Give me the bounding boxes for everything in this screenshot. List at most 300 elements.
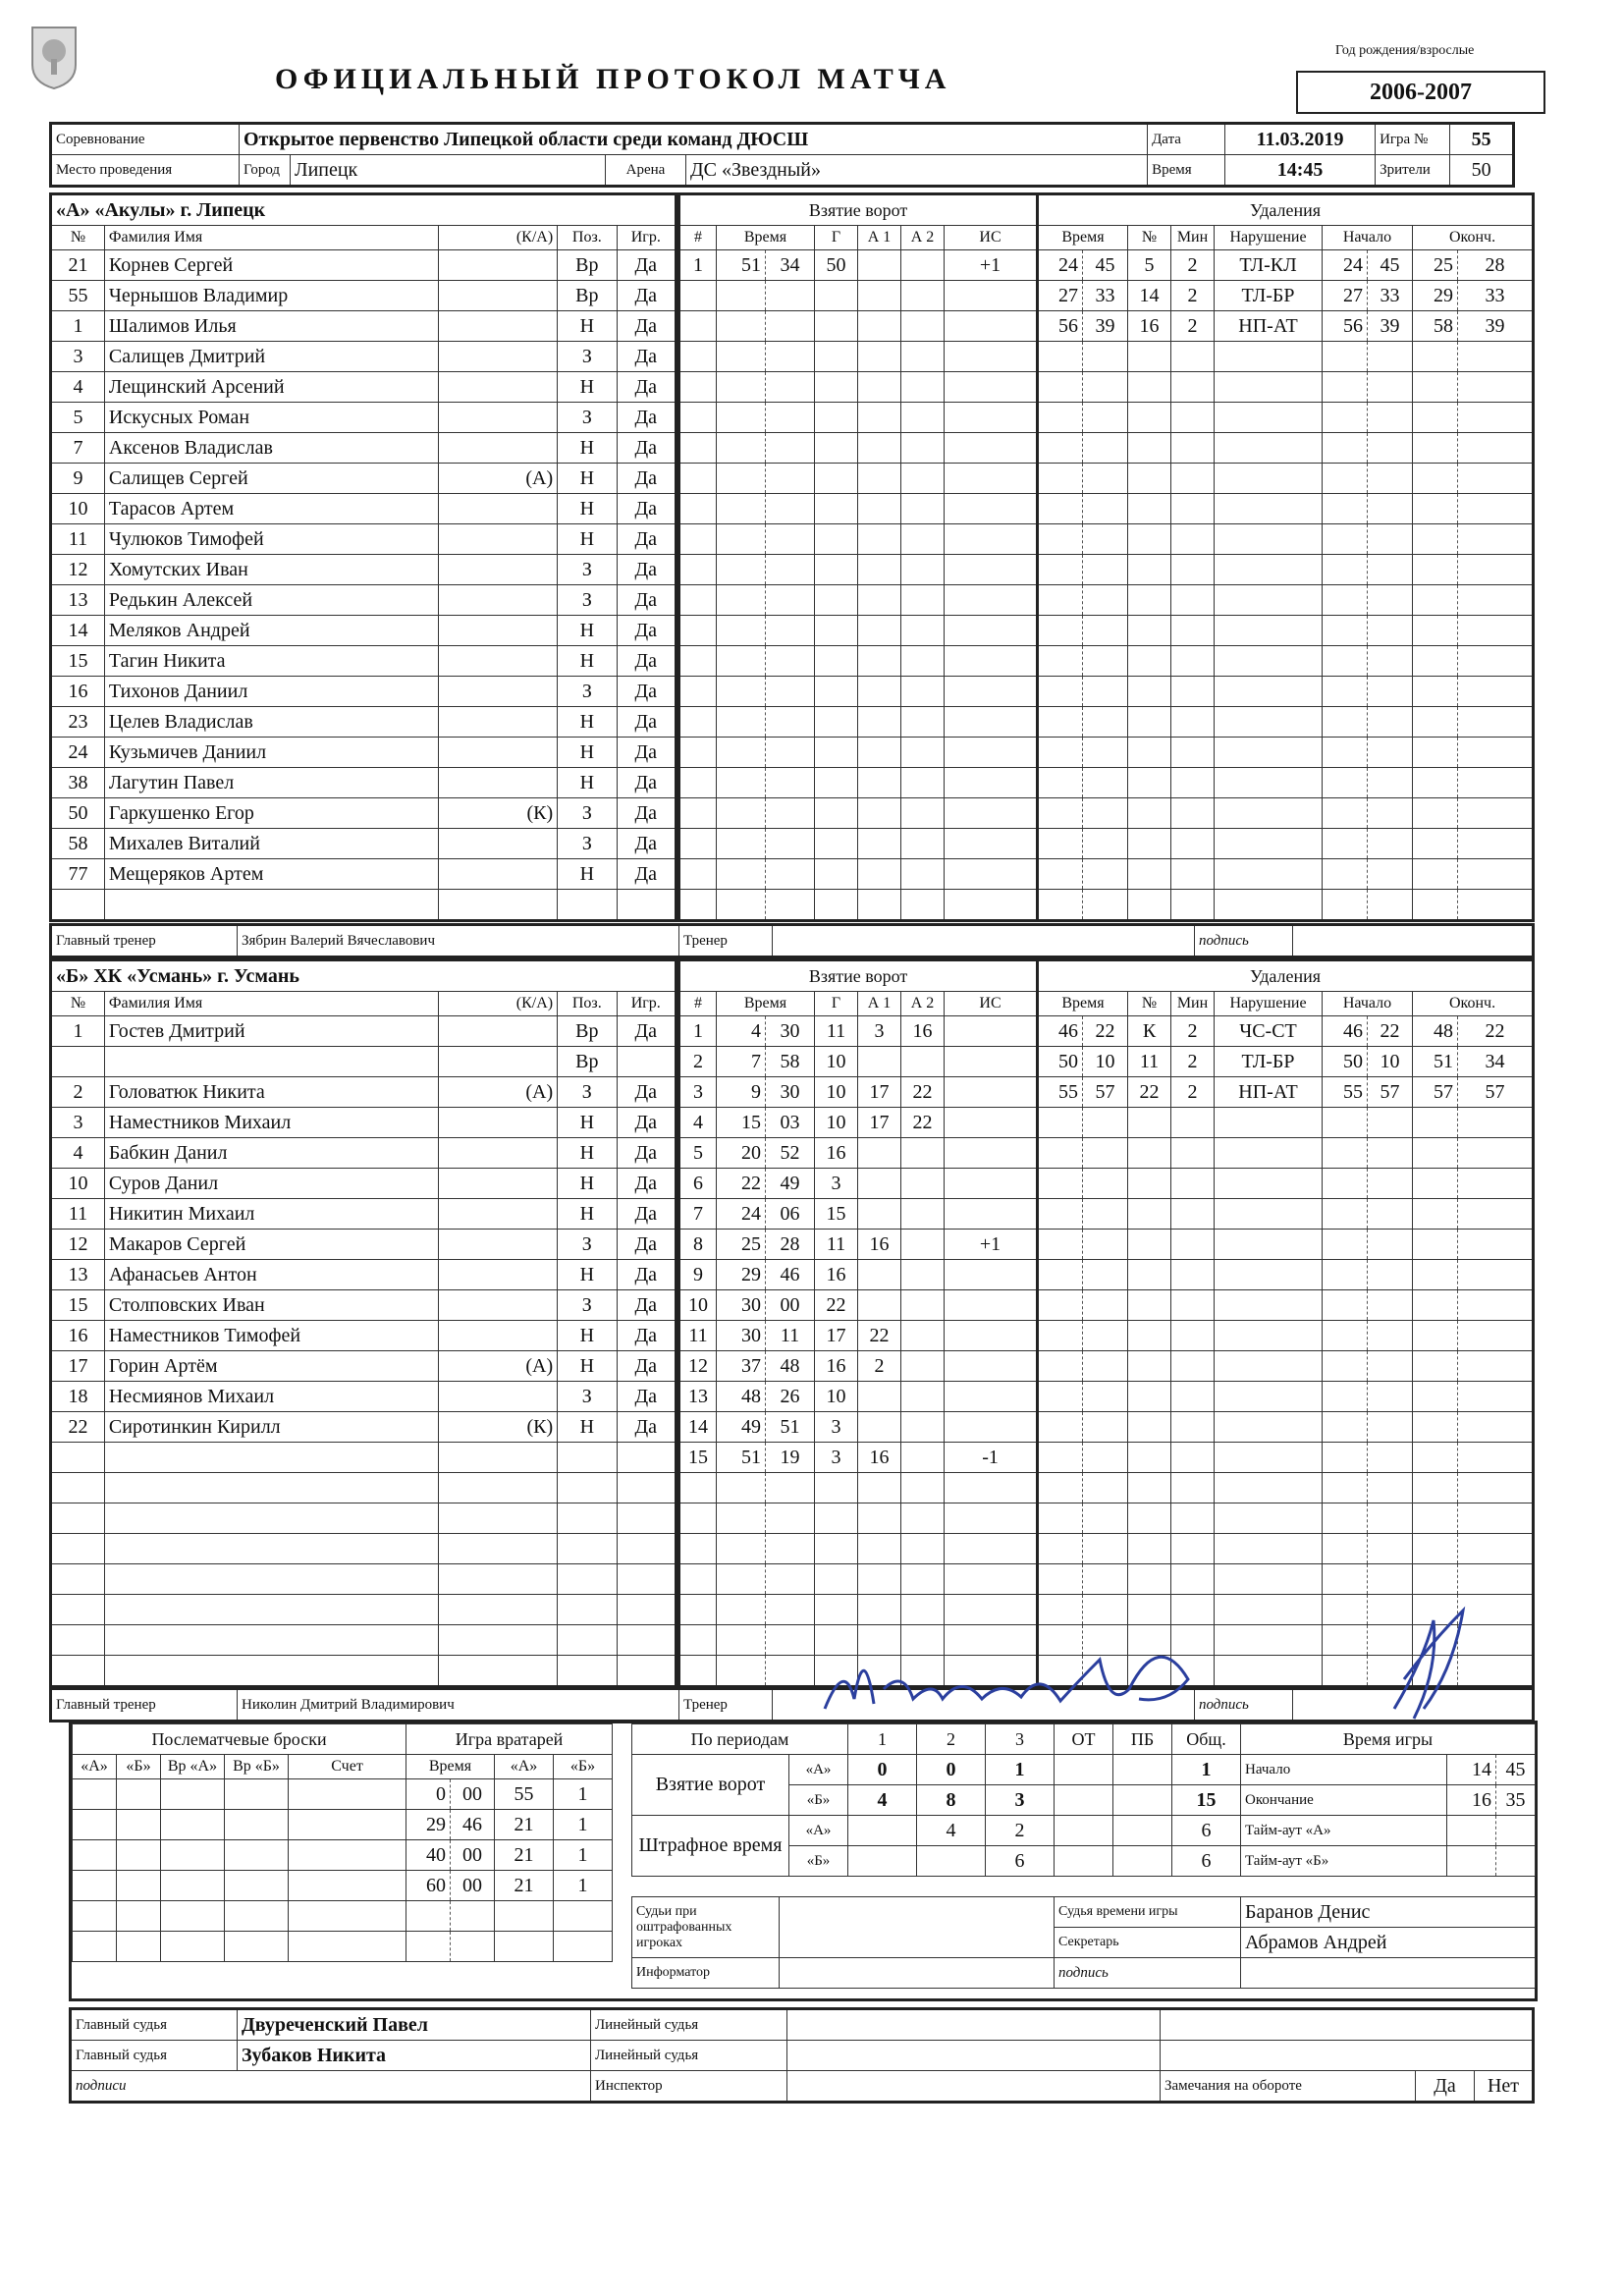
player-name: Наместников Михаил [104, 1108, 438, 1138]
empty-cell [815, 1473, 858, 1503]
player-number: 38 [51, 768, 105, 798]
empty-cell [104, 1656, 438, 1687]
goal-row [679, 768, 1038, 798]
empty-cell [766, 464, 815, 494]
player-position: Н [558, 1199, 617, 1230]
goal-second: 11 [766, 1321, 815, 1351]
team-a-sign-label: подпись [1195, 925, 1293, 957]
player-captain-mark [439, 372, 558, 403]
empty-cell [1458, 464, 1534, 494]
player-number: 15 [51, 1290, 105, 1321]
goals-title-row [679, 960, 1038, 992]
goal-minute: 30 [717, 1290, 766, 1321]
empty-cell [679, 281, 717, 311]
player-name: Несмиянов Михаил [104, 1382, 438, 1412]
player-name: Бабкин Данил [104, 1138, 438, 1169]
penalty-minutes: 2 [1171, 1016, 1215, 1047]
col-pen-number: № [1128, 992, 1171, 1016]
empty-cell [225, 1840, 289, 1871]
empty-cell [815, 372, 858, 403]
empty-cell [1215, 829, 1323, 859]
empty-cell [766, 555, 815, 585]
player-number: 11 [51, 1199, 105, 1230]
empty-cell [1171, 433, 1215, 464]
roster-header-row [51, 226, 677, 250]
empty-cell [1128, 494, 1171, 524]
empty-cell [858, 555, 901, 585]
empty-cell [1215, 1595, 1323, 1625]
penalty-infraction: ЧС-СТ [1215, 1016, 1323, 1047]
empty-cell [439, 1473, 558, 1503]
player-row [51, 555, 677, 585]
col-captain: (К/А) [439, 226, 558, 250]
empty-cell [1413, 890, 1458, 921]
empty-cell [1323, 555, 1368, 585]
empty-cell [858, 524, 901, 555]
empty-cell [1083, 646, 1128, 677]
penalty-start-second: 39 [1368, 311, 1413, 342]
empty-cell [766, 1503, 815, 1534]
goal-row [679, 1443, 1038, 1473]
empty-cell [1368, 707, 1413, 738]
empty-cell [815, 433, 858, 464]
empty-cell [104, 1503, 438, 1534]
goal-assist-1 [858, 1260, 901, 1290]
penalty-row [1038, 1108, 1534, 1138]
empty-cell [1171, 342, 1215, 372]
empty-cell [717, 555, 766, 585]
empty-cell [1215, 738, 1323, 768]
game-time-title: Время игры [1241, 1724, 1536, 1755]
empty-cell [815, 798, 858, 829]
empty-cell [1128, 464, 1171, 494]
player-captain-mark [439, 1169, 558, 1199]
periods-table [631, 1723, 1241, 1877]
empty-cell [717, 281, 766, 311]
goalie-col-a: «А» [495, 1755, 554, 1779]
empty-cell [225, 1901, 289, 1932]
player-played: Да [617, 859, 676, 890]
player-played: Да [617, 250, 676, 281]
empty-cell [554, 1901, 613, 1932]
empty-cell [1458, 798, 1534, 829]
player-name: Мещеряков Артем [104, 859, 438, 890]
empty-cell [1323, 768, 1368, 798]
goalie-row [406, 1779, 613, 1810]
empty-cell [717, 464, 766, 494]
empty-cell [1171, 798, 1215, 829]
shootout-row [73, 1932, 406, 1962]
player-played: Да [617, 1138, 676, 1169]
empty-cell [1083, 1382, 1128, 1412]
penalty-row [1038, 1473, 1534, 1503]
player-played: Да [617, 1077, 676, 1108]
game-number-value: 55 [1450, 124, 1514, 155]
penalty-row [1038, 281, 1534, 311]
player-number: 10 [51, 1169, 105, 1199]
empty-cell [766, 403, 815, 433]
goal-number: 1 [679, 1016, 717, 1047]
empty-cell [901, 464, 945, 494]
goal-row [679, 738, 1038, 768]
empty-cell [717, 616, 766, 646]
period-value: 15 [1172, 1785, 1241, 1816]
empty-cell [51, 1503, 105, 1534]
goalie-a: 55 [495, 1779, 554, 1810]
empty-cell [1413, 403, 1458, 433]
empty-cell [945, 1534, 1038, 1564]
player-captain-mark [439, 494, 558, 524]
empty-cell [1413, 859, 1458, 890]
main-referee-2: Зубаков Никита [238, 2041, 591, 2071]
goal-assist-1: 22 [858, 1321, 901, 1351]
penalty-row [1038, 1047, 1534, 1077]
empty-cell [858, 859, 901, 890]
player-position: З [558, 1382, 617, 1412]
goal-row [679, 1534, 1038, 1564]
player-captain-mark: (А) [439, 464, 558, 494]
empty-cell [1083, 585, 1128, 616]
penalty-end-second: 34 [1458, 1047, 1534, 1077]
goalie-b: 1 [554, 1810, 613, 1840]
inspector-label: Инспектор [591, 2071, 787, 2103]
goal-number: 10 [679, 1290, 717, 1321]
empty-cell [51, 890, 105, 921]
goal-scorer: 11 [815, 1016, 858, 1047]
empty-cell [1368, 768, 1413, 798]
goal-row [679, 250, 1038, 281]
player-row [51, 1351, 677, 1382]
empty-cell [1128, 1473, 1171, 1503]
player-position: Н [558, 1412, 617, 1443]
empty-cell [617, 1595, 676, 1625]
player-number: 5 [51, 403, 105, 433]
empty-cell [1458, 1564, 1534, 1595]
penalty-row [1038, 1351, 1534, 1382]
player-position: Н [558, 494, 617, 524]
empty-cell [439, 1534, 558, 1564]
empty-cell [1215, 1382, 1323, 1412]
empty-cell [679, 555, 717, 585]
empty-cell [901, 433, 945, 464]
empty-cell [117, 1840, 161, 1871]
goal-assist-1: 16 [858, 1443, 901, 1473]
shootout-table [72, 1723, 406, 1962]
empty-cell [901, 798, 945, 829]
empty-cell [1413, 1564, 1458, 1595]
empty-cell [717, 768, 766, 798]
empty-cell [679, 1534, 717, 1564]
empty-cell [858, 1503, 901, 1534]
empty-cell [1083, 555, 1128, 585]
goal-situation [945, 1047, 1038, 1077]
empty-cell [1215, 1230, 1323, 1260]
empty-cell [679, 1595, 717, 1625]
empty-cell [1413, 1290, 1458, 1321]
goal-row [679, 677, 1038, 707]
secretary-value: Абрамов Андрей [1241, 1928, 1536, 1958]
player-row [51, 1169, 677, 1199]
player-captain-mark [439, 281, 558, 311]
empty-cell [1413, 1473, 1458, 1503]
player-row [51, 372, 677, 403]
goal-row [679, 707, 1038, 738]
goal-scorer: 15 [815, 1199, 858, 1230]
goal-row [679, 1503, 1038, 1534]
player-number: 3 [51, 1108, 105, 1138]
penalty-row [1038, 616, 1534, 646]
empty-cell [1083, 616, 1128, 646]
goal-situation [945, 1290, 1038, 1321]
player-played: Да [617, 1351, 676, 1382]
player-played: Да [617, 1016, 676, 1047]
empty-cell [1413, 738, 1458, 768]
period-value: 3 [986, 1785, 1055, 1816]
empty-cell [1038, 494, 1083, 524]
empty-cell [945, 281, 1038, 311]
col-pen-end: Оконч. [1413, 226, 1534, 250]
penalty-row [1038, 1412, 1534, 1443]
empty-cell [1038, 524, 1083, 555]
empty-cell [1215, 646, 1323, 677]
empty-cell [1368, 1351, 1413, 1382]
penalty-row [1038, 768, 1534, 798]
penalty-end-minute: 57 [1413, 1077, 1458, 1108]
empty-cell [1413, 1382, 1458, 1412]
empty-cell [1083, 1412, 1128, 1443]
empty-cell [679, 403, 717, 433]
empty-cell [1323, 616, 1368, 646]
goal-row [679, 859, 1038, 890]
player-row [51, 281, 677, 311]
empty-cell [717, 1595, 766, 1625]
empty-cell [945, 890, 1038, 921]
empty-cell [451, 1932, 495, 1962]
penalty-start-minute: 27 [1323, 281, 1368, 311]
empty-cell [51, 1595, 105, 1625]
penalty-row [1038, 738, 1534, 768]
empty-cell [1083, 433, 1128, 464]
goalie-row [406, 1932, 613, 1962]
empty-cell [1323, 464, 1368, 494]
empty-cell [1083, 1230, 1128, 1260]
empty-cell [901, 829, 945, 859]
empty-cell [858, 281, 901, 311]
penalties-header-row [1038, 226, 1534, 250]
empty-cell [766, 311, 815, 342]
col-assist-1: А 1 [858, 226, 901, 250]
goal-minute: 30 [717, 1321, 766, 1351]
empty-cell [161, 1901, 225, 1932]
goal-scorer: 16 [815, 1138, 858, 1169]
empty-cell [104, 1443, 438, 1473]
empty-cell [225, 1871, 289, 1901]
empty-cell [766, 1564, 815, 1595]
empty-cell [1413, 677, 1458, 707]
player-name: Тарасов Артем [104, 494, 438, 524]
empty-cell [1458, 342, 1534, 372]
player-position: Н [558, 646, 617, 677]
empty-cell [1323, 372, 1368, 403]
player-name: Чулюков Тимофей [104, 524, 438, 555]
goal-situation: -1 [945, 1443, 1038, 1473]
empty-cell [1038, 1260, 1083, 1290]
empty-cell [439, 1656, 558, 1687]
col-pen-minutes: Мин [1171, 992, 1215, 1016]
goal-minute: 29 [717, 1260, 766, 1290]
empty-cell [945, 311, 1038, 342]
empty-cell [717, 738, 766, 768]
goalie-minute: 29 [406, 1810, 451, 1840]
goal-number: 11 [679, 1321, 717, 1351]
player-position: Вр [558, 281, 617, 311]
empty-cell [1171, 403, 1215, 433]
penalty-minutes: 2 [1171, 1077, 1215, 1108]
player-row [51, 1534, 677, 1564]
goal-row [679, 281, 1038, 311]
period-value [1113, 1846, 1172, 1877]
empty-cell [1368, 890, 1413, 921]
penalty-row [1038, 403, 1534, 433]
summary-block [69, 1721, 1538, 2001]
shootout-col: «А» [73, 1755, 117, 1779]
player-number [51, 1047, 105, 1077]
empty-cell [1128, 646, 1171, 677]
penalty-end-minute: 58 [1413, 311, 1458, 342]
penalty-minute: 55 [1038, 1077, 1083, 1108]
goals-title: Взятие ворот [679, 194, 1038, 226]
player-number: 12 [51, 555, 105, 585]
empty-cell [858, 464, 901, 494]
period-team: «Б» [789, 1785, 848, 1816]
period-value: 6 [1172, 1846, 1241, 1877]
goalie-second: 46 [451, 1810, 495, 1840]
goal-number: 4 [679, 1108, 717, 1138]
penalty-infraction: ТЛ-БР [1215, 1047, 1323, 1077]
player-position: Н [558, 372, 617, 403]
player-number: 13 [51, 585, 105, 616]
empty-cell [858, 798, 901, 829]
col-goal-situation: ИС [945, 992, 1038, 1016]
player-row [51, 342, 677, 372]
empty-cell [1368, 1412, 1413, 1443]
player-name: Афанасьев Антон [104, 1260, 438, 1290]
player-position: З [558, 677, 617, 707]
goal-assist-1: 17 [858, 1108, 901, 1138]
empty-cell [1323, 1230, 1368, 1260]
empty-cell [1368, 372, 1413, 403]
empty-cell [945, 768, 1038, 798]
period-value [917, 1846, 986, 1877]
empty-cell [1215, 1503, 1323, 1534]
penalty-start-second: 45 [1368, 250, 1413, 281]
goal-row [679, 372, 1038, 403]
empty-cell [901, 342, 945, 372]
empty-cell [1083, 1108, 1128, 1138]
empty-cell [1413, 1230, 1458, 1260]
goal-assist-2 [901, 1230, 945, 1260]
spectators-label: Зрители [1376, 155, 1450, 187]
empty-cell [1215, 494, 1323, 524]
period-col: 2 [917, 1724, 986, 1755]
player-row [51, 1260, 677, 1290]
empty-cell [1323, 403, 1368, 433]
empty-cell [766, 677, 815, 707]
empty-cell [439, 1595, 558, 1625]
empty-cell [945, 555, 1038, 585]
player-row [51, 524, 677, 555]
player-position: Н [558, 768, 617, 798]
empty-cell [1323, 1321, 1368, 1351]
empty-cell [1368, 403, 1413, 433]
penalty-minute: 56 [1038, 311, 1083, 342]
empty-cell [945, 707, 1038, 738]
empty-cell [1083, 677, 1128, 707]
player-played: Да [617, 555, 676, 585]
player-played: Да [617, 585, 676, 616]
goal-row [679, 1230, 1038, 1260]
player-number: 22 [51, 1412, 105, 1443]
player-number: 14 [51, 616, 105, 646]
empty-cell [815, 677, 858, 707]
empty-cell [495, 1901, 554, 1932]
player-number: 9 [51, 464, 105, 494]
empty-cell [51, 1625, 105, 1656]
player-number: 21 [51, 250, 105, 281]
empty-cell [1368, 1443, 1413, 1473]
goal-assist-2 [901, 1382, 945, 1412]
match-info-table [49, 122, 1515, 188]
player-name: Корнев Сергей [104, 250, 438, 281]
empty-cell [1323, 1290, 1368, 1321]
empty-cell [1083, 524, 1128, 555]
empty-cell [766, 585, 815, 616]
period-row [632, 1816, 1241, 1846]
empty-cell [858, 372, 901, 403]
empty-cell [1083, 707, 1128, 738]
shootout-col: Вр «Б» [225, 1755, 289, 1779]
goal-minute: 22 [717, 1169, 766, 1199]
empty-cell [766, 494, 815, 524]
empty-cell [289, 1901, 406, 1932]
empty-cell [117, 1932, 161, 1962]
empty-cell [1215, 1169, 1323, 1199]
empty-cell [1128, 1230, 1171, 1260]
empty-cell [717, 585, 766, 616]
penalty-start-second: 10 [1368, 1047, 1413, 1077]
empty-cell [1038, 829, 1083, 859]
goal-row [679, 403, 1038, 433]
empty-cell [1368, 1199, 1413, 1230]
penalty-end-second: 22 [1458, 1016, 1534, 1047]
empty-cell [858, 403, 901, 433]
penalty-row [1038, 250, 1534, 281]
main-referee-2-label: Главный судья [71, 2041, 238, 2071]
goal-row [679, 555, 1038, 585]
empty-cell [1128, 890, 1171, 921]
player-position: З [558, 342, 617, 372]
competition-label: Соревнование [51, 124, 240, 155]
empty-cell [558, 890, 617, 921]
empty-cell [1171, 1108, 1215, 1138]
goal-assist-2 [901, 1290, 945, 1321]
empty-cell [1458, 616, 1534, 646]
time-label: Время [1148, 155, 1225, 187]
empty-cell [1171, 585, 1215, 616]
empty-cell [679, 1503, 717, 1534]
empty-cell [679, 616, 717, 646]
penalty-second: 22 [1083, 1016, 1128, 1047]
